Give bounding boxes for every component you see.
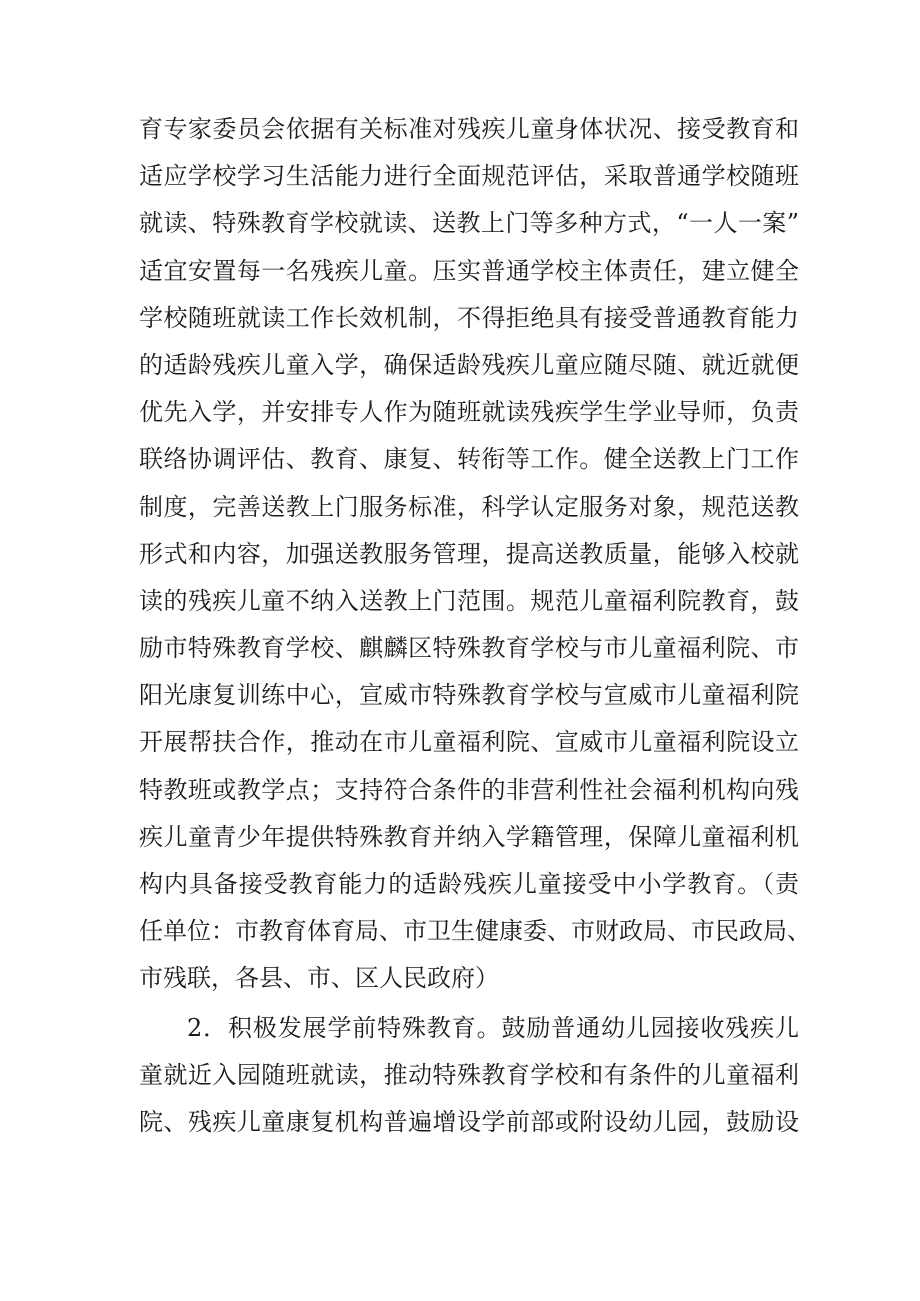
paragraph: [139, 1005, 799, 1147]
text-line: 院、残疾儿童康复机构普遍增设学前部或附设幼儿园，鼓励设: [139, 1107, 799, 1136]
text-line: 童就近入园随班就读，推动特殊教育学校和有条件的儿童福利: [139, 1060, 799, 1089]
text-line: 优先入学，并安排专人作为随班就读残疾学生学业导师，负责: [139, 398, 799, 427]
text-line: 特教班或教学点；支持符合条件的非营利性社会福利机构向残: [139, 775, 799, 804]
text-line: 学校随班就读工作长效机制，不得拒绝具有接受普通教育能力: [139, 303, 799, 332]
text-line: 适宜安置每一名残疾儿童。压实普通学校主体责任，建立健全: [139, 256, 799, 285]
text-line: 制度，完善送教上门服务标准，科学认定服务对象，规范送教: [139, 492, 799, 521]
text-line: 市残联，各县、市、区人民政府）: [139, 964, 499, 993]
text-line: 就读、特殊教育学校就读、送教上门等多种方式，“一人一案”: [139, 209, 799, 238]
document-body: [139, 106, 811, 1146]
text-line: 2．积极发展学前特殊教育。鼓励普通幼儿园接收残疾儿: [187, 1013, 799, 1042]
paragraph: [139, 106, 811, 1003]
text-line: 开展帮扶合作，推动在市儿童福利院、宣威市儿童福利院设立: [139, 728, 799, 757]
text-line: 的适龄残疾儿童入学，确保适龄残疾儿童应随尽随、就近就便: [139, 350, 799, 379]
text-line: 励市特殊教育学校、麒麟区特殊教育学校与市儿童福利院、市: [139, 634, 799, 663]
text-line: 疾儿童青少年提供特殊教育并纳入学籍管理，保障儿童福利机: [139, 822, 799, 851]
text-line: 联络协调评估、教育、康复、转衔等工作。健全送教上门工作: [139, 445, 799, 474]
text-line: 阳光康复训练中心，宣威市特殊教育学校与宣威市儿童福利院: [139, 681, 799, 710]
text-line: 育专家委员会依据有关标准对残疾儿童身体状况、接受教育和: [139, 115, 799, 143]
text-line: 形式和内容，加强送教服务管理，提高送教质量，能够入校就: [139, 539, 799, 568]
text-line: 构内具备接受教育能力的适龄残疾儿童接受中小学教育。（责: [139, 870, 799, 898]
text-line: 任单位：市教育体育局、市卫生健康委、市财政局、市民政局、: [139, 917, 811, 946]
text-line: 读的残疾儿童不纳入送教上门范围。规范儿童福利院教育，鼓: [139, 586, 799, 615]
text-line: 适应学校学习生活能力进行全面规范评估，采取普通学校随班: [139, 162, 799, 191]
